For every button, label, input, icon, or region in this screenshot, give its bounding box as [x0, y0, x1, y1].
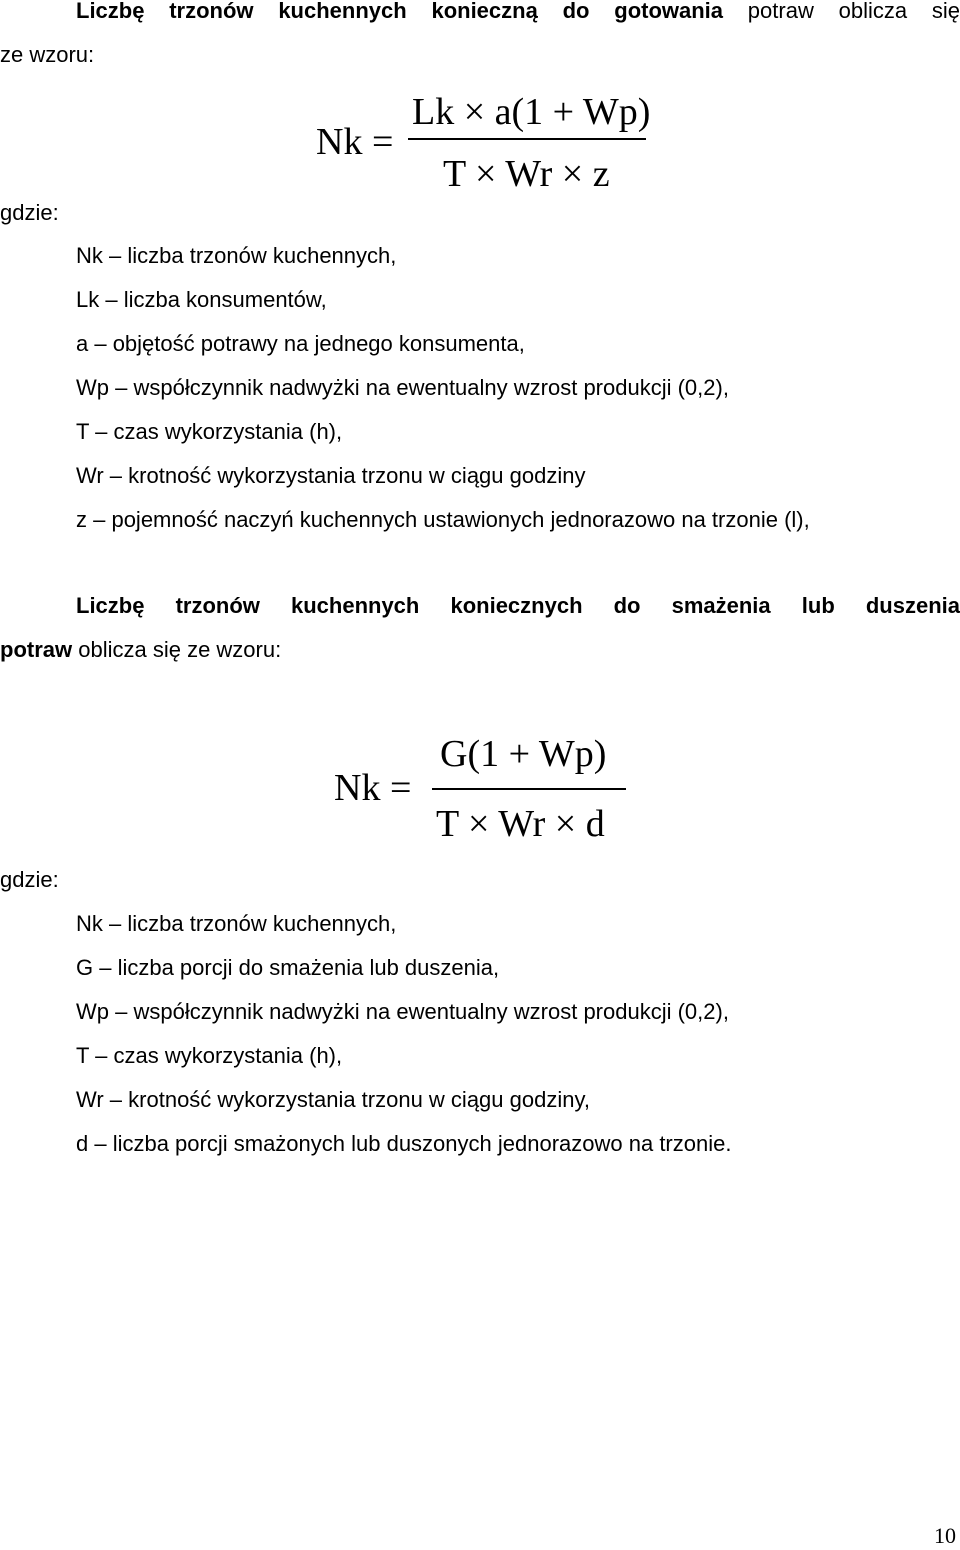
- definition-item: T – czas wykorzystania (h),: [76, 419, 343, 444]
- intro-bold-2b: potraw: [0, 637, 73, 662]
- definition-item: T – czas wykorzystania (h),: [76, 1043, 343, 1068]
- definition-item: Wr – krotność wykorzystania trzonu w ciągu godziny,: [76, 1087, 590, 1112]
- page-number: 10: [934, 1523, 956, 1548]
- definition-item: z – pojemność naczyń kuchennych ustawionych jednorazowo na trzonie (l),: [76, 507, 810, 532]
- definition-item: Nk – liczba trzonów kuchennych,: [76, 243, 397, 268]
- intro-bold-2: Liczbę trzonów kuchennych koniecznych do smażenia lub duszenia: [76, 593, 960, 618]
- where-label-1: gdzie:: [0, 200, 59, 225]
- formula-denominator: T × Wr × d: [436, 803, 605, 845]
- intro-line2-2: [0, 636, 960, 664]
- definition-item: Wp – współczynnik nadwyżki na ewentualny wzrost produkcji (0,2),: [76, 999, 729, 1024]
- intro-paragraph-1: [76, 0, 960, 25]
- formula-cooking: [300, 88, 660, 198]
- fraction-bar: [432, 788, 626, 790]
- definition-item: Wr – krotność wykorzystania trzonu w ciągu godziny: [76, 463, 586, 488]
- definition-item: Lk – liczba konsumentów,: [76, 287, 327, 312]
- definition-item: a – objętość potrawy na jednego konsumenta,: [76, 331, 525, 356]
- formula-numerator: G(1 + Wp): [440, 733, 607, 775]
- intro-line2-1: ze wzoru:: [0, 42, 95, 67]
- intro-bold-1: Liczbę trzonów kuchennych konieczną do gotowania: [76, 0, 724, 23]
- intro-paragraph-2: [76, 592, 960, 620]
- where-label-2: gdzie:: [0, 867, 59, 892]
- formula-frying: [320, 730, 640, 845]
- definition-item: Wp – współczynnik nadwyżki na ewentualny wzrost produkcji (0,2),: [76, 375, 729, 400]
- definition-item: G – liczba porcji do smażenia lub duszenia,: [76, 955, 500, 980]
- formula-numerator: Lk × a(1 + Wp): [412, 91, 651, 133]
- definition-item: d – liczba porcji smażonych lub duszonych jednorazowo na trzonie.: [76, 1131, 732, 1156]
- formula-denominator: T × Wr × z: [443, 153, 610, 195]
- fraction-bar: [408, 138, 646, 140]
- formula-lhs: Nk =: [334, 767, 412, 809]
- intro-rest-2: oblicza się ze wzoru:: [72, 637, 282, 662]
- formula-lhs: Nk =: [316, 121, 394, 163]
- intro-rest-1: potraw oblicza się: [723, 0, 960, 23]
- definition-item: Nk – liczba trzonów kuchennych,: [76, 911, 397, 936]
